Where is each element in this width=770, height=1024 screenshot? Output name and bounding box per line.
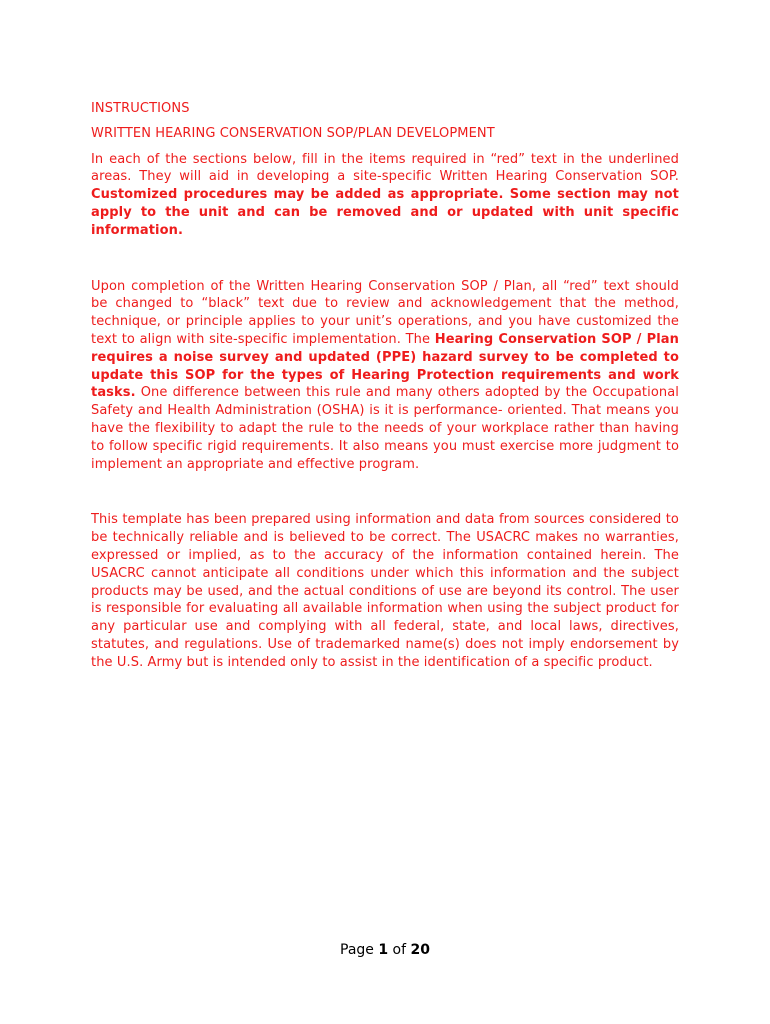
page-footer — [0, 942, 770, 958]
page-of-label: of — [388, 942, 411, 958]
completion-bold-text: Hearing Conservation SOP / Plan requires a noise survey and updated (PPE) hazard survey to be completed to update this SOP for the types of Hearing Protection requirements and work tasks. — [91, 331, 679, 401]
instructions-text: In each of the sections below, fill in the items required in “red” text in the underlined areas. They will aid in developing a site-specific Written Hearing Conservation SOP. — [91, 151, 679, 185]
page-number: 1 — [378, 942, 389, 958]
completion-text-continued: One difference between this rule and many others adopted by the Occupational Safety and Health Administration (OSHA) is it is performance- oriented. That means you have the flexibility to adapt the rule to the needs of your workplace rather than having to follow specific rigid requirements. It also means you must exercise more judgment to implement an appropriate and effective program. — [91, 385, 679, 472]
page-total: 20 — [410, 942, 430, 958]
document-content — [91, 100, 679, 672]
completion-paragraph — [91, 278, 679, 474]
page-label: Page — [340, 942, 379, 958]
instructions-paragraph — [91, 151, 679, 240]
completion-text: Upon completion of the Written Hearing Conservation SOP / Plan, all “red” text should be changed to “black” text due to review and acknowledgement that the method, technique, or principle applies to your unit’s operations, and you have customized the text to align with site-specific implementation. The — [91, 278, 679, 347]
instructions-bold-text: Customized procedures may be added as appropriate. Some section may not apply to the unit and can be removed and or updated with unit specific information. — [91, 187, 679, 238]
disclaimer-text: This template has been prepared using information and data from sources considered to be technically reliable and is believed to be correct. The USACRC makes no warranties, expressed or implied, as to the accuracy of the information contained herein. The USACRC cannot anticipate all conditions under which this information and the subject products may be used, and the actual conditions of use are beyond its control. The user is responsible for evaluating all available information when using the subject product for any particular use and complying with all federal, state, and local laws, directives, statutes, and regulations. Use of trademarked name(s) does not imply endorsement by the U.S. Army but is intended only to assist in the identification of a specific product. — [91, 512, 679, 670]
section-title: WRITTEN HEARING CONSERVATION SOP/PLAN DEVELOPMENT — [91, 125, 495, 141]
instructions-heading: INSTRUCTIONS — [91, 101, 190, 116]
disclaimer-paragraph — [91, 511, 679, 671]
